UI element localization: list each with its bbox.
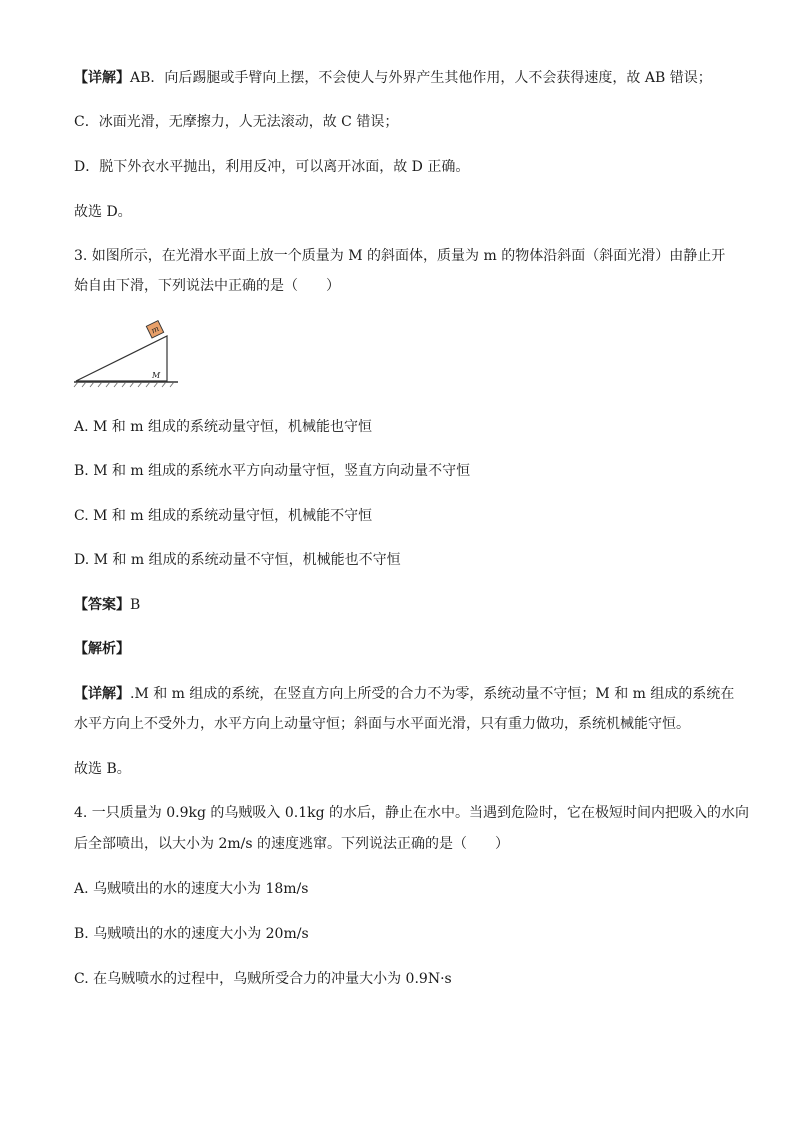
section-tag: 【详解】 bbox=[74, 70, 130, 86]
question-4-stem-line-2: 后全部喷出，以大小为 2m/s 的速度逃窜。下列说法正确的是（ ） bbox=[74, 836, 509, 852]
detailed-explanation-line-1: 【详解】.M 和 m 组成的系统，在竖直方向上所受的合力不为零，系统动量不守恒；M 和 m 组成的系统在 bbox=[74, 686, 735, 702]
explanation-line-2: C．冰面光滑，无摩擦力，人无法滚动，故 C 错误； bbox=[74, 114, 399, 130]
question-3-stem-line-1: 3. 如图所示，在光滑水平面上放一个质量为 M 的斜面体，质量为 m 的物体沿斜面（斜面光滑）由静止开 bbox=[74, 248, 726, 264]
conclusion-line: 故选 B。 bbox=[74, 761, 131, 777]
detailed-explanation-line-2: 水平方向上不受外力，水平方向上动量守恒；斜面与水平面光滑，只有重力做功，系统机械能守恒。 bbox=[74, 716, 690, 732]
option-b: B. M 和 m 组成的系统水平方向动量守恒，竖直方向动量不守恒 bbox=[74, 463, 471, 479]
question-4-option-c: C. 在乌贼喷水的过程中，乌贼所受合力的冲量大小为 0.9N·s bbox=[74, 971, 452, 987]
incline-diagram bbox=[72, 318, 182, 390]
question-4-option-b: B. 乌贼喷出的水的速度大小为 20m/s bbox=[74, 926, 309, 942]
option-a: A. M 和 m 组成的系统动量守恒，机械能也守恒 bbox=[74, 419, 372, 435]
explanation-line-3: D．脱下外衣水平抛出，利用反冲，可以离开冰面，故 D 正确。 bbox=[74, 159, 470, 175]
answer-line: 【答案】B bbox=[74, 597, 141, 613]
ground-hatching bbox=[74, 382, 174, 387]
section-tag: 【详解】 bbox=[74, 686, 130, 702]
question-3-stem-line-2: 始自由下滑，下列说法中正确的是（ ） bbox=[74, 278, 340, 294]
sliding-block bbox=[146, 321, 163, 338]
explanation-line-1: 【详解】AB．向后踢腿或手臂向上摆，不会使人与外界产生其他作用，人不会获得速度，故 AB 错误； bbox=[74, 70, 712, 86]
question-4-stem-line-1: 4. 一只质量为 0.9kg 的乌贼吸入 0.1kg 的水后，静止在水中。当遇到危险时，它在极短时间内把吸入的水向 bbox=[74, 805, 750, 821]
option-c: C. M 和 m 组成的系统动量守恒，机械能不守恒 bbox=[74, 508, 373, 524]
question-4-option-a: A. 乌贼喷出的水的速度大小为 18m/s bbox=[74, 881, 309, 897]
incline-label: M bbox=[152, 371, 161, 380]
answer-tag: 【答案】 bbox=[74, 597, 130, 613]
block-label: m bbox=[149, 324, 161, 336]
conclusion-line: 故选 D。 bbox=[74, 204, 132, 220]
analysis-heading: 【解析】 bbox=[74, 641, 130, 657]
option-d: D. M 和 m 组成的系统动量不守恒，机械能也不守恒 bbox=[74, 552, 401, 568]
